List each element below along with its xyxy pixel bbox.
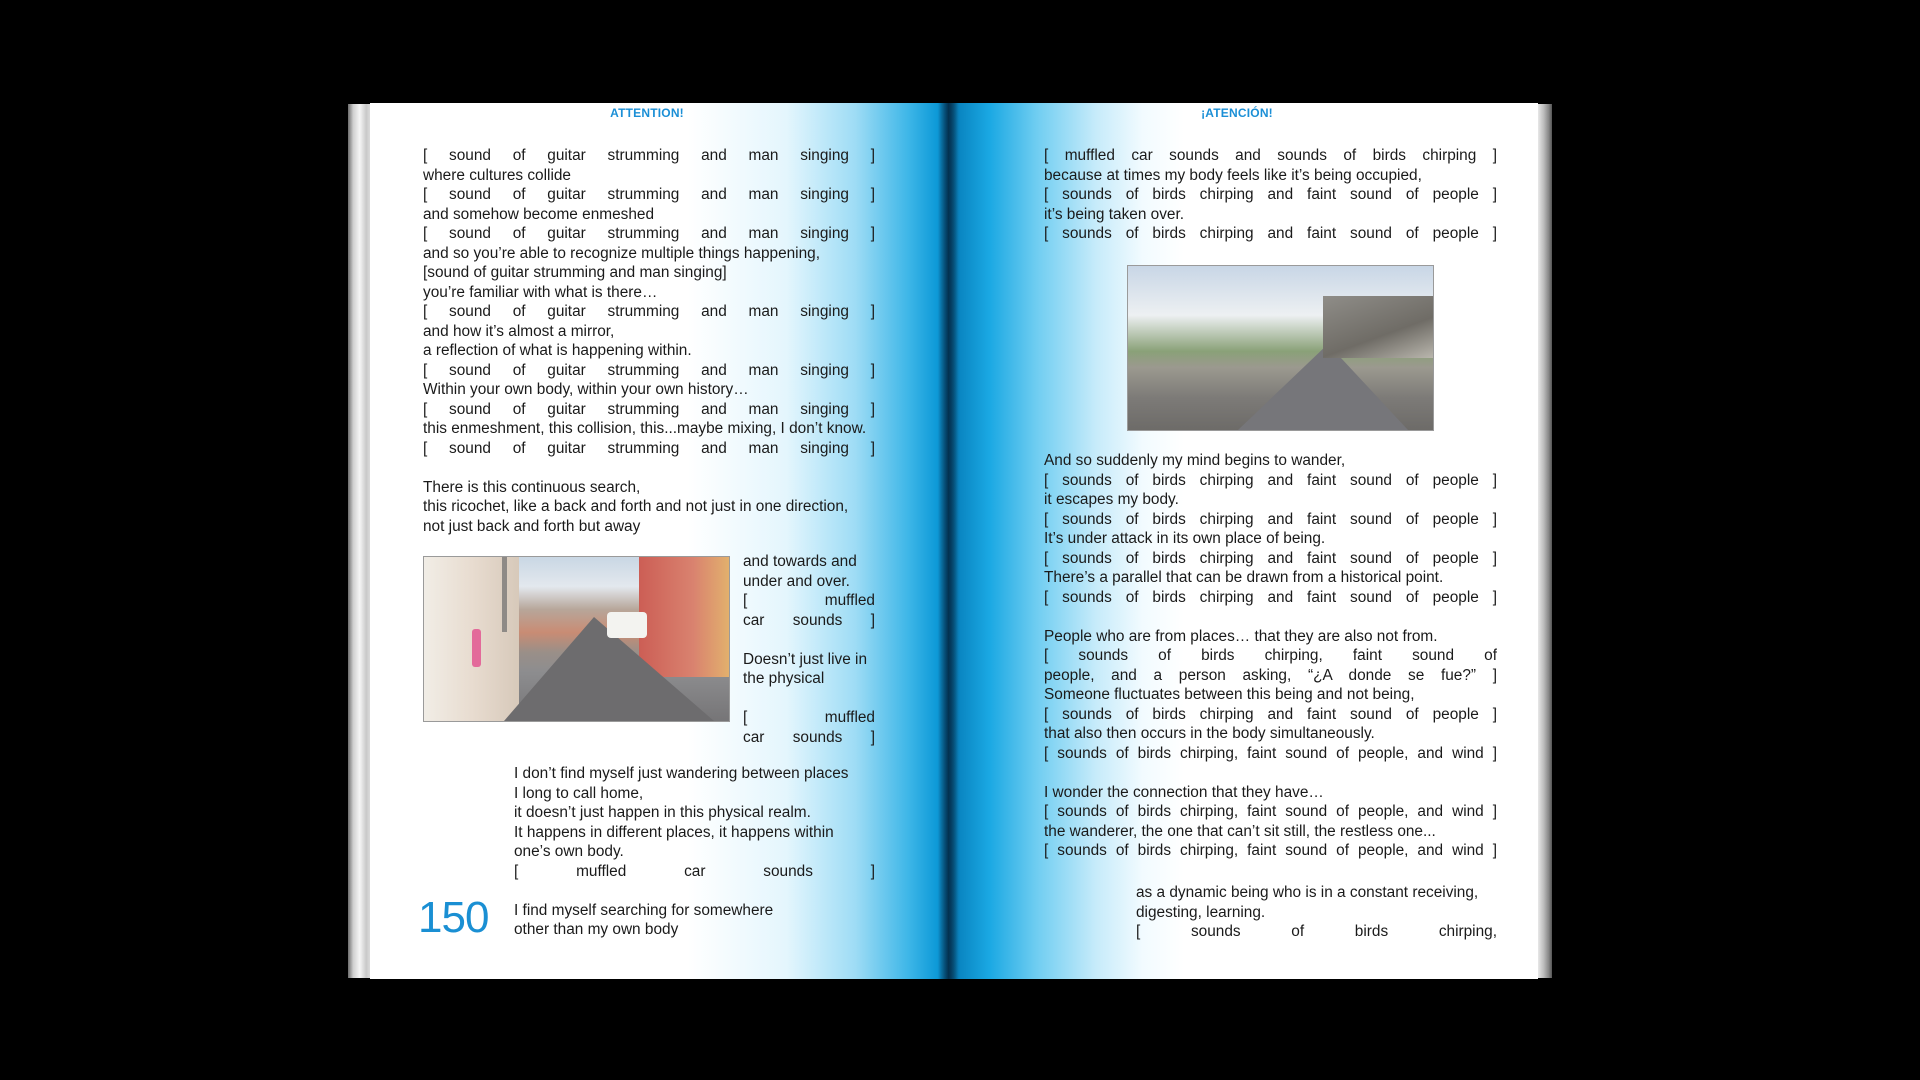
text-line: [ sounds of birds chirping, faint sound of people, and wind ] [1044, 803, 1497, 820]
text-line: people, and a person asking, “¿A donde se fue?” ] [1044, 666, 1497, 684]
left-running-header: ATTENTION! [610, 106, 684, 120]
text-line: I long to call home, [514, 784, 644, 802]
blank-line [743, 689, 875, 709]
text-line: and so you’re able to recognize multiple things happening, [423, 244, 821, 262]
photo-pole [502, 557, 507, 632]
text-line: [ sounds of birds chirping, faint sound of [1044, 647, 1497, 664]
photo-car [607, 612, 647, 638]
blank-line [743, 630, 875, 650]
text-line: [ sound of guitar strumming and man singing ] [423, 186, 875, 203]
text-line: Doesn’t just live in [743, 650, 868, 668]
text-line: other than my own body [514, 921, 679, 938]
right-main-text [1044, 451, 1497, 861]
text-line: [ sounds of birds chirping, [1136, 923, 1497, 940]
right-running-header: ¡ATENCIÓN! [1201, 106, 1273, 120]
text-line: under and over. [743, 572, 850, 590]
text-line: [ sounds of birds chirping and faint sound of people ] [1044, 186, 1497, 203]
text-line: There is this continuous search, [423, 478, 641, 496]
text-line: [ sounds of birds chirping, faint sound of people, and wind ] [1044, 842, 1497, 859]
street-photo-left [423, 556, 730, 722]
text-line: It’s under attack in its own place of being. [1044, 530, 1326, 547]
page-number: 150 [418, 893, 489, 942]
text-line: [ sound of guitar strumming and man singing ] [423, 361, 875, 379]
text-line: [ sound of guitar strumming and man singing ] [423, 439, 875, 457]
right-bottom-text [1136, 883, 1497, 942]
photo-wall [1323, 296, 1433, 358]
text-line: not just back and forth but away [423, 517, 641, 535]
text-line: Someone fluctuates between this being and not being, [1044, 686, 1415, 703]
text-line: it doesn’t just happen in this physical realm. [514, 804, 811, 821]
text-line: Within your own body, within your own history… [423, 381, 749, 398]
text-line: [ sounds of birds chirping, faint sound of people, and wind ] [1044, 744, 1497, 762]
text-line: I don’t find myself just wandering between places [514, 765, 849, 782]
text-line: People who are from places… that they are also not from. [1044, 627, 1438, 645]
blank-line [1044, 607, 1497, 627]
text-line: this enmeshment, this collision, this...maybe mixing, I don’t know. [423, 420, 867, 437]
blank-line [514, 881, 875, 901]
text-line: the physical [743, 670, 825, 687]
text-line: digesting, learning. [1136, 903, 1266, 921]
left-bottom-text [514, 764, 875, 940]
text-line: [ muffled [743, 709, 875, 726]
text-line: a reflection of what is happening within. [423, 342, 692, 359]
text-line: [ muffled car sounds and sounds of birds chirping ] [1044, 147, 1497, 164]
text-line: that also then occurs in the body simultaneously. [1044, 725, 1375, 742]
text-line: It happens in different places, it happens within [514, 823, 834, 841]
text-line: [ sounds of birds chirping and faint sound of people ] [1044, 549, 1497, 567]
text-line: [sound of guitar strumming and man singing] [423, 264, 727, 281]
text-line: and somehow become enmeshed [423, 205, 655, 223]
text-line: one’s own body. [514, 843, 624, 860]
text-line: car sounds ] [743, 611, 875, 629]
text-line: I wonder the connection that they have… [1044, 783, 1324, 801]
photo-person [472, 629, 481, 667]
left-main-text [423, 146, 875, 536]
text-line: [ sound of guitar strumming and man singing ] [423, 400, 875, 418]
text-line: and how it’s almost a mirror, [423, 322, 615, 340]
text-line: [ sounds of birds chirping and faint sound of people ] [1044, 225, 1497, 242]
left-side-text [743, 552, 875, 747]
blank-line [1044, 763, 1497, 783]
text-line: where cultures collide [423, 166, 571, 184]
text-line: [ muffled [743, 592, 875, 609]
text-line: [ sound of guitar strumming and man singing ] [423, 303, 875, 320]
right-top-text [1044, 146, 1497, 244]
street-photo-right [1127, 265, 1434, 431]
book-spine [938, 103, 958, 979]
text-line: the wanderer, the one that can’t sit still, the restless one... [1044, 822, 1436, 840]
text-line: [ sounds of birds chirping and faint sound of people ] [1044, 705, 1497, 723]
text-line: [ sounds of birds chirping and faint sound of people ] [1044, 588, 1497, 606]
text-line: I find myself searching for somewhere [514, 901, 774, 919]
text-line: it escapes my body. [1044, 491, 1179, 508]
text-line: as a dynamic being who is in a constant receiving, [1136, 884, 1479, 901]
text-line: [ muffled car sounds ] [514, 862, 875, 880]
text-line: [ sounds of birds chirping and faint sound of people ] [1044, 510, 1497, 528]
text-line: because at times my body feels like it’s being occupied, [1044, 166, 1422, 184]
text-line: car sounds ] [743, 728, 875, 746]
text-line: There’s a parallel that can be drawn from a historical point. [1044, 569, 1444, 586]
text-line: [ sounds of birds chirping and faint sound of people ] [1044, 471, 1497, 489]
text-line: you’re familiar with what is there… [423, 283, 658, 301]
right-page-edges [1538, 104, 1552, 978]
text-line: [ sound of guitar strumming and man singing ] [423, 147, 875, 164]
text-line: and towards and [743, 553, 857, 570]
text-line: this ricochet, like a back and forth and not just in one direction, [423, 498, 849, 515]
text-line: [ sound of guitar strumming and man singing ] [423, 225, 875, 242]
text-line: it’s being taken over. [1044, 205, 1185, 223]
text-line: And so suddenly my mind begins to wander, [1044, 452, 1346, 469]
blank-line [423, 458, 875, 478]
